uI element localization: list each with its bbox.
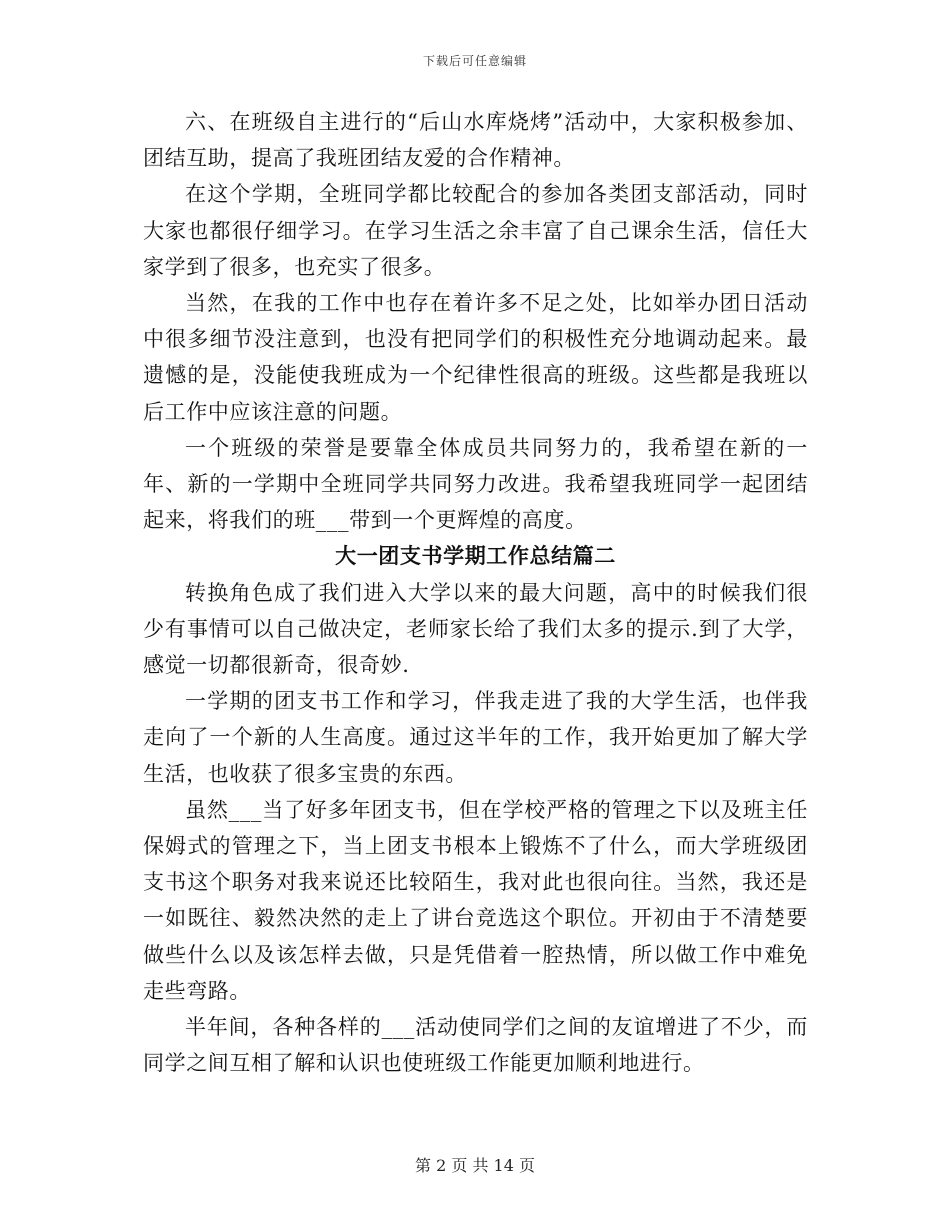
paragraph: 在这个学期，全班同学都比较配合的参加各类团支部活动，同时大家也都很仔细学习。在学习生活之余丰富了自己课余生活，信任大家学到了很多，也充实了很多。 [143, 182, 808, 279]
paragraph: 一学期的团支书工作和学习，伴我走进了我的大学生活，也伴我走向了一个新的人生高度。通过这半年的工作，我开始更加了解大学生活，也收获了很多宝贵的东西。 [143, 689, 808, 786]
paragraph: 一个班级的荣誉是要靠全体成员共同努力的，我希望在新的一年、新的一学期中全班同学共同努力改进。我希望我班同学一起团结起来，将我们的班___带到一个更辉煌的高度。 [143, 435, 808, 533]
section-title: 大一团支书学期工作总结篇二 [335, 543, 616, 569]
document-body [143, 104, 808, 1081]
paragraph: 六、在班级自主进行的“后山水库烧烤”活动中，大家积极参加、团结互助，提高了我班团结友爱的合作精神。 [143, 110, 808, 171]
page-number-footer: 第 2 页 共 14 页 [415, 1156, 535, 1175]
paragraph: 当然，在我的工作中也存在着许多不足之处，比如举办团日活动中很多细节没注意到，也没有把同学们的积极性充分地调动起来。最遗憾的是，没能使我班成为一个纪律性很高的班级。这些都是我班以后工作中应该注意的问题。 [143, 291, 808, 424]
paragraph: 虽然___当了好多年团支书，但在学校严格的管理之下以及班主任保姆式的管理之下，当上团支书根本上锻炼不了什么，而大学班级团支书这个职务对我来说还比较陌生，我对此也很向往。当然，我还是一如既往、毅然决然的走上了讲台竞选这个职位。开初由于不清楚要做些什么以及该怎样去做，只是凭借着一腔热情，所以做工作中难免走些弯路。 [143, 797, 808, 1003]
paragraph: 转换角色成了我们进入大学以来的最大问题，高中的时候我们很少有事情可以自己做决定，老师家长给了我们太多的提示.到了大学，感觉一切都很新奇，很奇妙. [143, 580, 808, 678]
paragraph: 半年间，各种各样的___活动使同学们之间的友谊增进了不少，而同学之间互相了解和认识也使班级工作能更加顺利地进行。 [143, 1015, 808, 1076]
page-header-note: 下载后可任意编辑 [422, 54, 527, 68]
